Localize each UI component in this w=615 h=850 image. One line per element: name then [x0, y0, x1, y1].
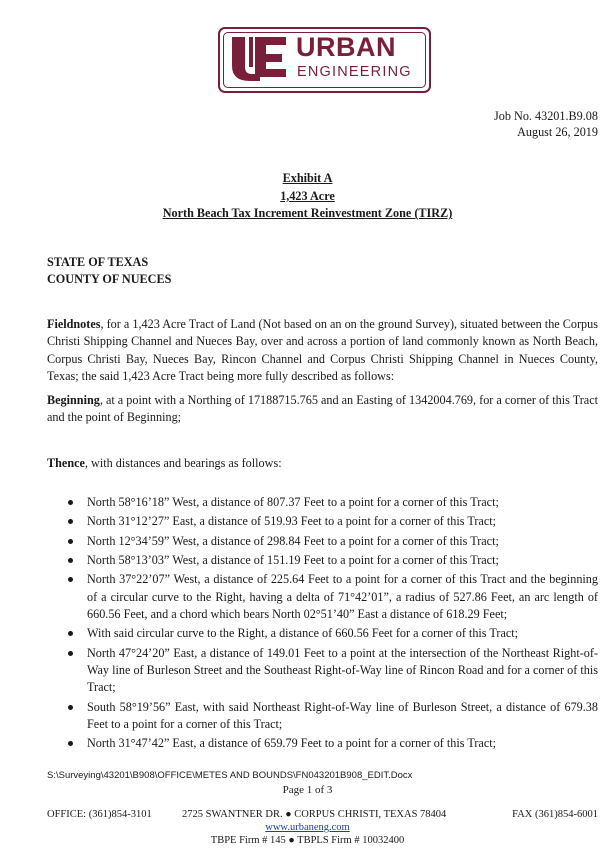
- logo-wordmark-urban: URBAN: [296, 32, 396, 62]
- list-item: [47, 699, 598, 734]
- exhibit-acreage: 1,423 Acre: [280, 188, 335, 203]
- list-item: [47, 571, 598, 623]
- thence-text: , with distances and bearings as follows:: [84, 456, 282, 470]
- bullet-icon: [68, 705, 73, 710]
- exhibit-title: [0, 170, 615, 223]
- list-item: [47, 533, 598, 550]
- file-path: S:\Surveying\43201\B908\OFFICE\METES AND BOUNDS\FN043201B908_EDIT.Docx: [47, 770, 413, 781]
- company-logo: [218, 27, 431, 93]
- page-number: Page 1 of 3: [282, 784, 333, 796]
- office-address: 2725 SWANTNER DR. ● CORPUS CHRISTI, TEXAS 78404: [182, 809, 447, 820]
- list-item: [47, 735, 598, 752]
- list-item: [47, 494, 598, 511]
- job-number: Job No. 43201.B9.08: [494, 109, 598, 123]
- state-line: STATE OF TEXAS: [47, 255, 149, 269]
- fieldnotes-text: , for a 1,423 Acre Tract of Land (Not based on an on the ground Survey), situated between the Corpus Christi Shipping Channel and Nueces Bay, over and across a portion of land commonly known as North Beach, Corpus Christi Bay, Nueces Bay, Rincon Channel and Corpus Christi Shipping Channel in Nueces County, Texas; the said 1,423 Acre Tract being more fully described as follows:: [47, 317, 598, 383]
- call-text: South 58°19’56” East, with said Northeast Right-of-Way line of Burleson Street, a distance of 679.38 Feet to a point for a corner of this Tract;: [87, 699, 598, 731]
- beginning-paragraph: [47, 392, 598, 427]
- call-text: North 47°24’20” East, a distance of 149.01 Feet to a point at the intersection of the Northeast Right-of-Way line of Burleson Street and the Southeast Right-of-Way line of Rincon Road and for a corner of this Tract;: [87, 645, 598, 695]
- bullet-icon: [68, 631, 73, 636]
- thence-paragraph: [47, 455, 598, 472]
- call-text: North 58°13’03” West, a distance of 151.19 Feet to a point for a corner of this Tract;: [87, 552, 499, 567]
- call-text: North 37°22’07” West, a distance of 225.64 Feet to a point for a corner of this Tract and the beginning of a circular curve to the Right, having a delta of 71°42’01”, a radius of 527.86 Feet, an arc length of 660.56 Feet, and a chord which bears North 02°51’40” East a distance of 618.29 Feet;: [87, 572, 598, 621]
- list-item: [47, 552, 598, 569]
- call-text: With said circular curve to the Right, a distance of 660.56 Feet for a corner of this Tract;: [87, 626, 519, 641]
- bearing-calls-list: [47, 494, 598, 755]
- fieldnotes-paragraph: [47, 316, 598, 385]
- list-item: [47, 513, 598, 530]
- bullet-icon: [68, 577, 73, 582]
- logo-wordmark-engineering: ENGINEERING: [297, 64, 412, 80]
- job-date: August 26, 2019: [517, 125, 598, 140]
- call-text: North 12°34’59” West, a distance of 298.84 Feet to a point for a corner of this Tract;: [87, 533, 499, 548]
- fax-number: FAX (361)854-6001: [512, 809, 598, 820]
- call-text: North 31°12’27” East, a distance of 519.93 Feet to a point for a corner of this Tract;: [87, 514, 497, 529]
- firm-registrations: TBPE Firm # 145 ● TBPLS Firm # 10032400: [210, 835, 405, 846]
- exhibit-label: Exhibit A: [282, 171, 333, 185]
- bullet-icon: [68, 500, 73, 505]
- bullet-icon: [68, 741, 73, 746]
- list-item: [47, 625, 598, 642]
- jurisdiction: [47, 254, 171, 288]
- beginning-text: , at a point with a Northing of 17188715.765 and an Easting of 1342004.769, for a corner of this Tract and the point of Beginning;: [47, 393, 598, 425]
- call-text: North 31°47’42” East, a distance of 659.79 Feet to a point for a corner of this Tract;: [87, 736, 497, 751]
- call-text: North 58°16’18” West, a distance of 807.37 Feet to a point for a corner of this Tract;: [87, 495, 499, 509]
- thence-lead: Thence: [47, 456, 85, 470]
- ue-monogram-icon: [228, 33, 288, 85]
- bullet-icon: [68, 519, 73, 524]
- website-link[interactable]: www.urbaneng.com: [265, 822, 350, 833]
- county-line: COUNTY OF NUECES: [47, 272, 172, 287]
- bullet-icon: [68, 651, 73, 656]
- fieldnotes-lead: Fieldnotes: [47, 317, 101, 331]
- exhibit-zone-name: North Beach Tax Increment Reinvestment Zone (TIRZ): [162, 206, 453, 221]
- office-phone: OFFICE: (361)854-3101: [47, 809, 152, 820]
- bullet-icon: [68, 558, 73, 563]
- job-info: [494, 108, 598, 141]
- list-item: [47, 645, 598, 697]
- bullet-icon: [68, 539, 73, 544]
- beginning-lead: Beginning: [47, 393, 100, 407]
